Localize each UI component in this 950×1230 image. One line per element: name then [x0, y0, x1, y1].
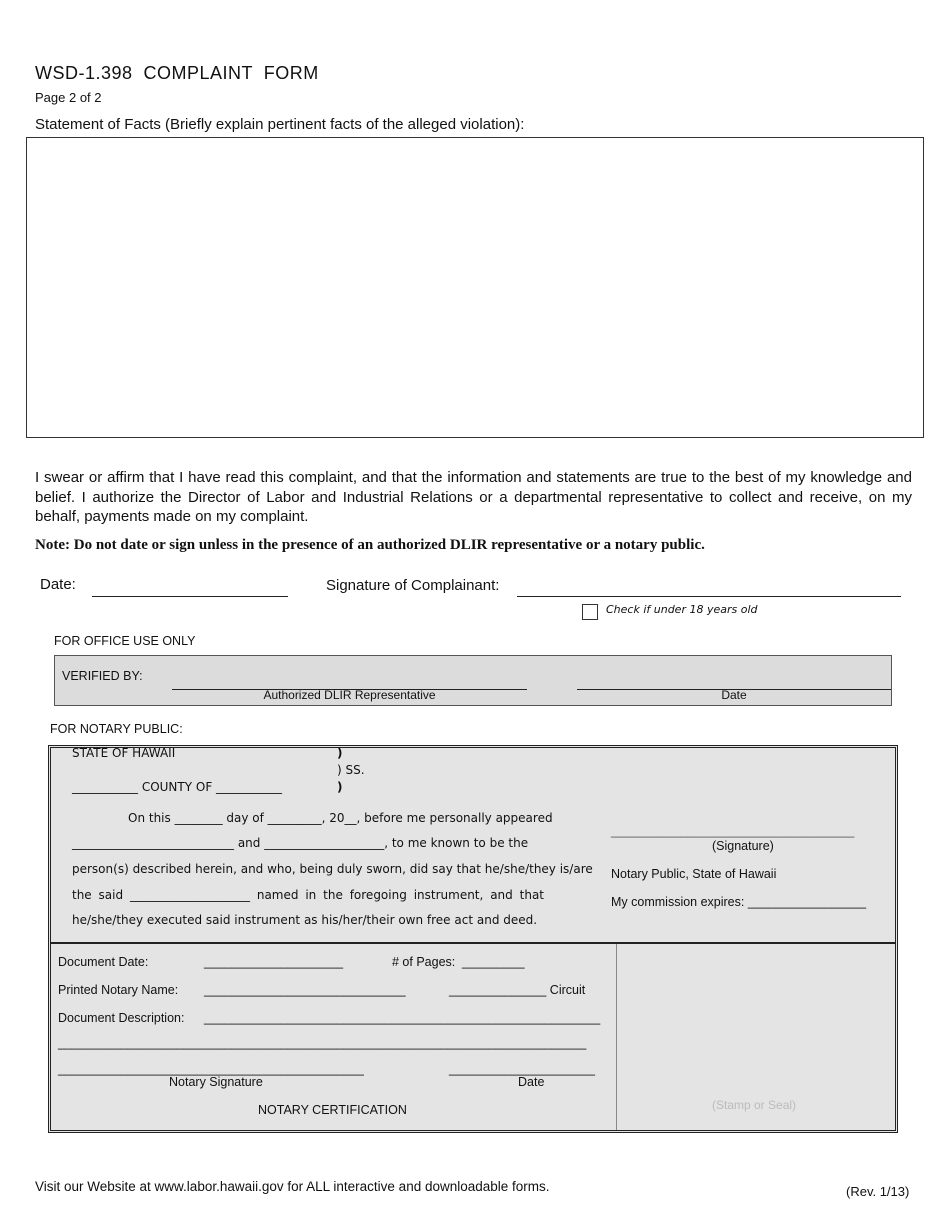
- notary-public-state: Notary Public, State of Hawaii: [611, 867, 777, 881]
- notary-signature-field-caption: Notary Signature: [169, 1075, 263, 1089]
- notary-text-line-5: he/she/they executed said instrument as his/her/their own free act and deed.: [72, 913, 538, 927]
- pages-label: # of Pages:: [392, 955, 456, 969]
- notary-public-label: FOR NOTARY PUBLIC:: [50, 722, 183, 736]
- verified-date-caption: Date: [721, 688, 747, 702]
- venue-paren-3: ): [337, 780, 343, 794]
- document-description-field-2[interactable]: ____________________________________________________________________________: [58, 1036, 587, 1050]
- revision-label: (Rev. 1/13): [846, 1184, 910, 1199]
- stamp-area-divider: [616, 944, 617, 1130]
- office-use-label: FOR OFFICE USE ONLY: [54, 634, 196, 648]
- notary-signature-field[interactable]: ____________________________________________: [58, 1062, 364, 1076]
- notary-text-line-3: person(s) described herein, and who, being duly sworn, did say that he/she/they is/are: [72, 862, 593, 876]
- circuit-field[interactable]: ______________ Circuit: [449, 983, 586, 997]
- notary-divider: [51, 942, 896, 944]
- under-18-checkbox[interactable]: [582, 604, 598, 620]
- statement-of-facts-label: Statement of Facts (Briefly explain pertinent facts of the alleged violation):: [35, 116, 525, 133]
- printed-notary-name-label: Printed Notary Name:: [58, 983, 179, 997]
- statement-of-facts-field[interactable]: [26, 137, 924, 438]
- venue-ss: ) SS.: [337, 763, 365, 777]
- printed-notary-name-field[interactable]: _____________________________: [204, 983, 406, 997]
- affirmation-text: I swear or affirm that I have read this complaint, and that the information and statements are true to the best of my knowledge and belief. I authorize the Director of Labor and Industrial Relations or a departmental representative to collect and receive, on my behalf, payments made on my complaint.: [35, 469, 912, 525]
- complainant-signature-label: Signature of Complainant:: [326, 577, 500, 594]
- date-field[interactable]: [92, 596, 288, 597]
- document-description-label: Document Description:: [58, 1011, 185, 1025]
- notary-date-caption: Date: [518, 1075, 545, 1089]
- state-of-hawaii: STATE OF HAWAII: [72, 746, 176, 760]
- notary-certification-label: NOTARY CERTIFICATION: [258, 1103, 407, 1117]
- notary-signature-line[interactable]: ___________________________________: [611, 824, 855, 838]
- notary-text-line-2: ___________________________ and ____________________, to me known to be the: [72, 836, 529, 850]
- notary-text-line-1: On this ________ day of _________, 20__, before me personally appeared: [128, 811, 553, 825]
- date-label: Date:: [40, 576, 76, 593]
- notary-text-line-4: the said ____________________ named in the foregoing instrument, and that: [72, 888, 544, 902]
- venue-paren-1: ): [337, 746, 343, 760]
- county-line: ___________ COUNTY OF ___________: [72, 780, 283, 794]
- signing-note: Note: Do not date or sign unless in the presence of an authorized DLIR representative or a notary public.: [35, 537, 705, 553]
- form-title: WSD-1.398 COMPLAINT FORM: [35, 63, 319, 83]
- notary-signature-caption: (Signature): [712, 839, 774, 853]
- commission-expires[interactable]: My commission expires: _________________: [611, 895, 867, 909]
- stamp-or-seal-area: (Stamp or Seal): [712, 1098, 797, 1112]
- document-date-label: Document Date:: [58, 955, 149, 969]
- dlir-representative-caption: Authorized DLIR Representative: [263, 688, 436, 702]
- under-18-label: Check if under 18 years old: [606, 603, 758, 616]
- document-description-field[interactable]: _________________________________________________________: [204, 1011, 601, 1025]
- verified-by-label: VERIFIED BY:: [62, 669, 143, 683]
- complainant-signature-field[interactable]: [517, 596, 901, 597]
- website-footer: Visit our Website at www.labor.hawaii.gov for ALL interactive and downloadable forms.: [35, 1179, 550, 1194]
- notary-date-field[interactable]: _____________________: [449, 1062, 595, 1076]
- document-date-field[interactable]: ____________________: [204, 955, 344, 969]
- page-number: Page 2 of 2: [35, 90, 102, 105]
- pages-field[interactable]: _________: [462, 955, 525, 969]
